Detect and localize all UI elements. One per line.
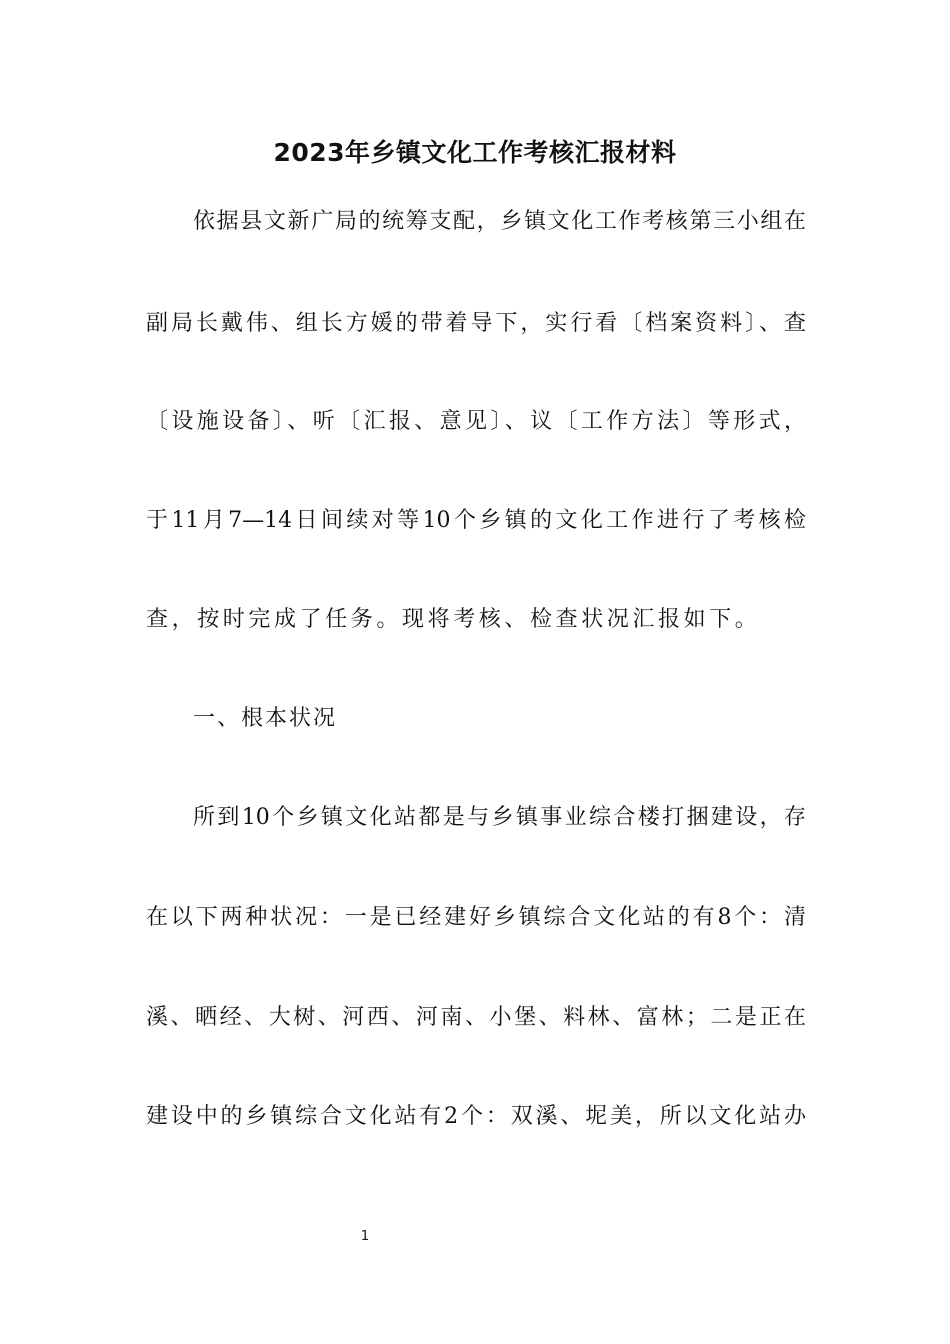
text-line: 依据县文新广局的统筹支配，乡镇文化工作考核第三小组在 bbox=[193, 209, 806, 234]
text-line: 溪、晒经、大树、河西、河南、小堡、料林、富林；二是正在 bbox=[146, 1005, 806, 1030]
section-heading: 一、根本状况 bbox=[193, 706, 338, 731]
text-line: 副局长戴伟、组长方媛的带着导下，实行看〔档案资料〕、查 bbox=[146, 311, 806, 336]
text-line: 查，按时完成了任务。现将考核、检查状况汇报如下。 bbox=[146, 607, 761, 632]
page-number: 1 bbox=[360, 1229, 370, 1244]
text-line: 在以下两种状况：一是已经建好乡镇综合文化站的有8个：清 bbox=[146, 905, 806, 930]
document-title: 2023年乡镇文化工作考核汇报材料 bbox=[273, 138, 677, 167]
text-line: 建设中的乡镇综合文化站有2个：双溪、坭美，所以文化站办 bbox=[146, 1104, 806, 1129]
text-line: 所到10个乡镇文化站都是与乡镇事业综合楼打捆建设，存 bbox=[193, 805, 806, 830]
text-line: 于11月7—14日间续对等10个乡镇的文化工作进行了考核检 bbox=[146, 508, 806, 533]
text-line: 〔设施设备〕、听〔汇报、意见〕、议〔工作方法〕等形式， bbox=[146, 409, 806, 434]
